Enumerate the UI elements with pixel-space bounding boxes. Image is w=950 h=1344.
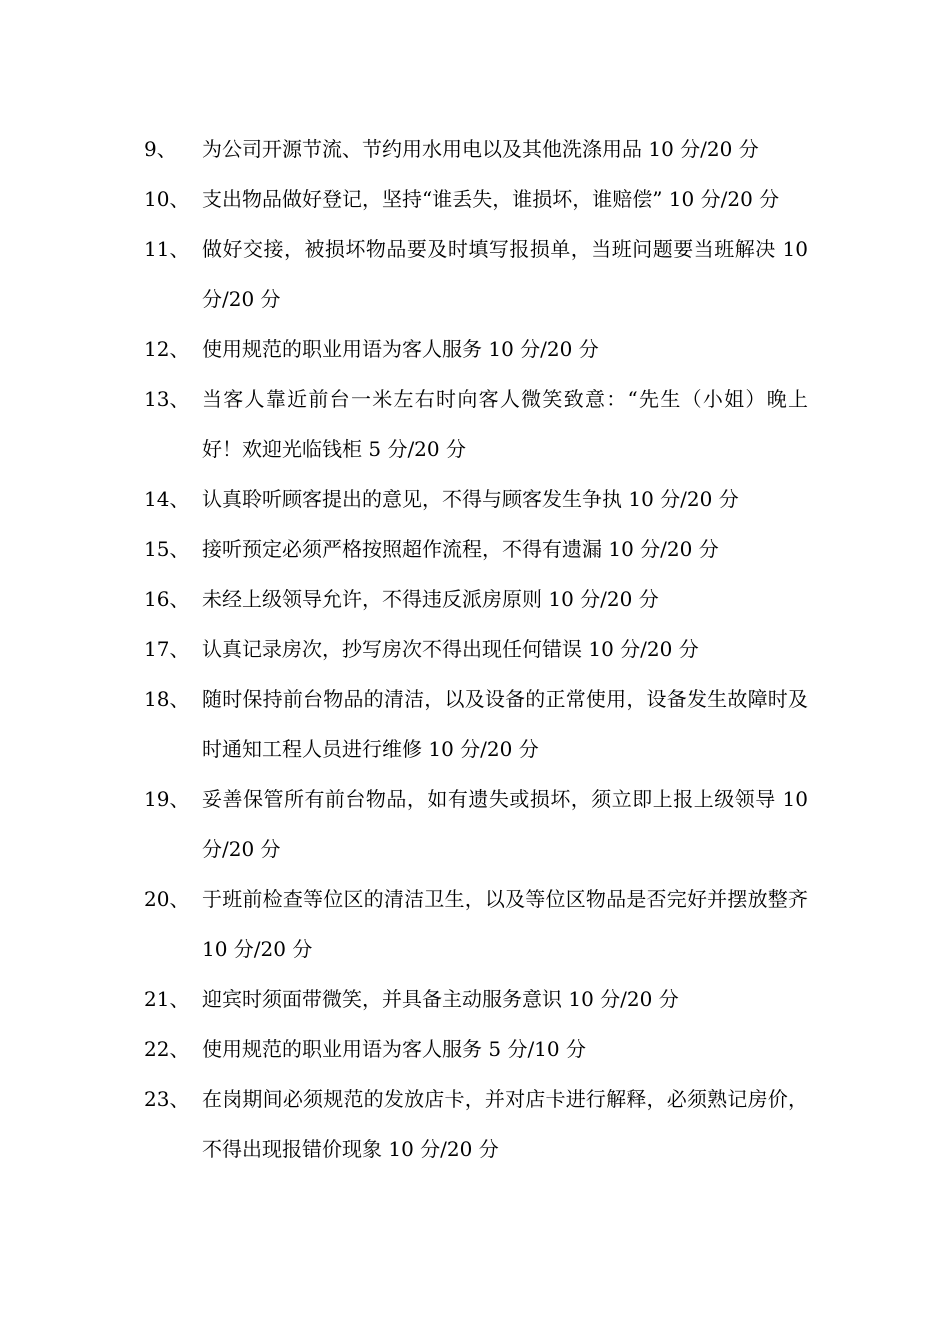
item-text: 为公司开源节流、节约用水用电以及其他洗涤用品 10 分/20 分 bbox=[202, 137, 759, 161]
item-number: 19、 bbox=[144, 787, 190, 811]
list-item bbox=[0, 124, 950, 174]
item-number: 21、 bbox=[144, 987, 190, 1011]
list-item bbox=[0, 624, 950, 674]
item-number: 14、 bbox=[144, 487, 190, 511]
item-text: 于班前检查等位区的清洁卫生，以及等位区物品是否完好并摆放整齐 10 分/20 分 bbox=[202, 887, 808, 961]
list-item bbox=[0, 224, 950, 324]
document-page bbox=[0, 124, 950, 1174]
item-number: 20、 bbox=[144, 887, 190, 911]
item-text: 迎宾时须面带微笑，并具备主动服务意识 10 分/20 分 bbox=[202, 987, 679, 1011]
item-text: 妥善保管所有前台物品，如有遗失或损坏，须立即上报上级领导 10 分/20 分 bbox=[202, 787, 808, 861]
list-item bbox=[0, 174, 950, 224]
item-number: 16、 bbox=[144, 587, 190, 611]
list-item bbox=[0, 874, 950, 974]
item-number: 18、 bbox=[144, 687, 190, 711]
list-item bbox=[0, 674, 950, 774]
item-number: 15、 bbox=[144, 537, 190, 561]
item-text: 做好交接，被损坏物品要及时填写报损单，当班问题要当班解决 10 分/20 分 bbox=[202, 237, 808, 311]
item-text: 随时保持前台物品的清洁，以及设备的正常使用，设备发生故障时及时通知工程人员进行维修 10 分/20 分 bbox=[202, 687, 808, 761]
list-item bbox=[0, 474, 950, 524]
list-item bbox=[0, 974, 950, 1024]
item-text: 接听预定必须严格按照超作流程，不得有遗漏 10 分/20 分 bbox=[202, 537, 719, 561]
list-item bbox=[0, 1074, 950, 1174]
item-number: 9、 bbox=[144, 137, 177, 161]
item-text: 支出物品做好登记，坚持“谁丢失，谁损坏，谁赔偿” 10 分/20 分 bbox=[202, 187, 780, 211]
list-item bbox=[0, 524, 950, 574]
list-item bbox=[0, 374, 950, 474]
item-number: 22、 bbox=[144, 1037, 190, 1061]
list-item bbox=[0, 1024, 950, 1074]
item-text: 认真聆听顾客提出的意见，不得与顾客发生争执 10 分/20 分 bbox=[202, 487, 739, 511]
item-text: 在岗期间必须规范的发放店卡，并对店卡进行解释，必须熟记房价，不得出现报错价现象 10 分/20 分 bbox=[202, 1087, 808, 1161]
item-number: 12、 bbox=[144, 337, 190, 361]
item-text: 使用规范的职业用语为客人服务 10 分/20 分 bbox=[202, 337, 599, 361]
item-number: 10、 bbox=[144, 187, 190, 211]
list-item bbox=[0, 324, 950, 374]
item-text: 当客人靠近前台一米左右时向客人微笑致意：“先生（小姐）晚上好！欢迎光临钱柜 5 分/20 分 bbox=[202, 387, 808, 461]
list-item bbox=[0, 774, 950, 874]
item-number: 11、 bbox=[144, 237, 190, 261]
list-item bbox=[0, 574, 950, 624]
item-text: 使用规范的职业用语为客人服务 5 分/10 分 bbox=[202, 1037, 586, 1061]
item-number: 23、 bbox=[144, 1087, 190, 1111]
item-number: 13、 bbox=[144, 387, 190, 411]
item-text: 认真记录房次，抄写房次不得出现任何错误 10 分/20 分 bbox=[202, 637, 699, 661]
item-text: 未经上级领导允许，不得违反派房原则 10 分/20 分 bbox=[202, 587, 659, 611]
item-number: 17、 bbox=[144, 637, 190, 661]
